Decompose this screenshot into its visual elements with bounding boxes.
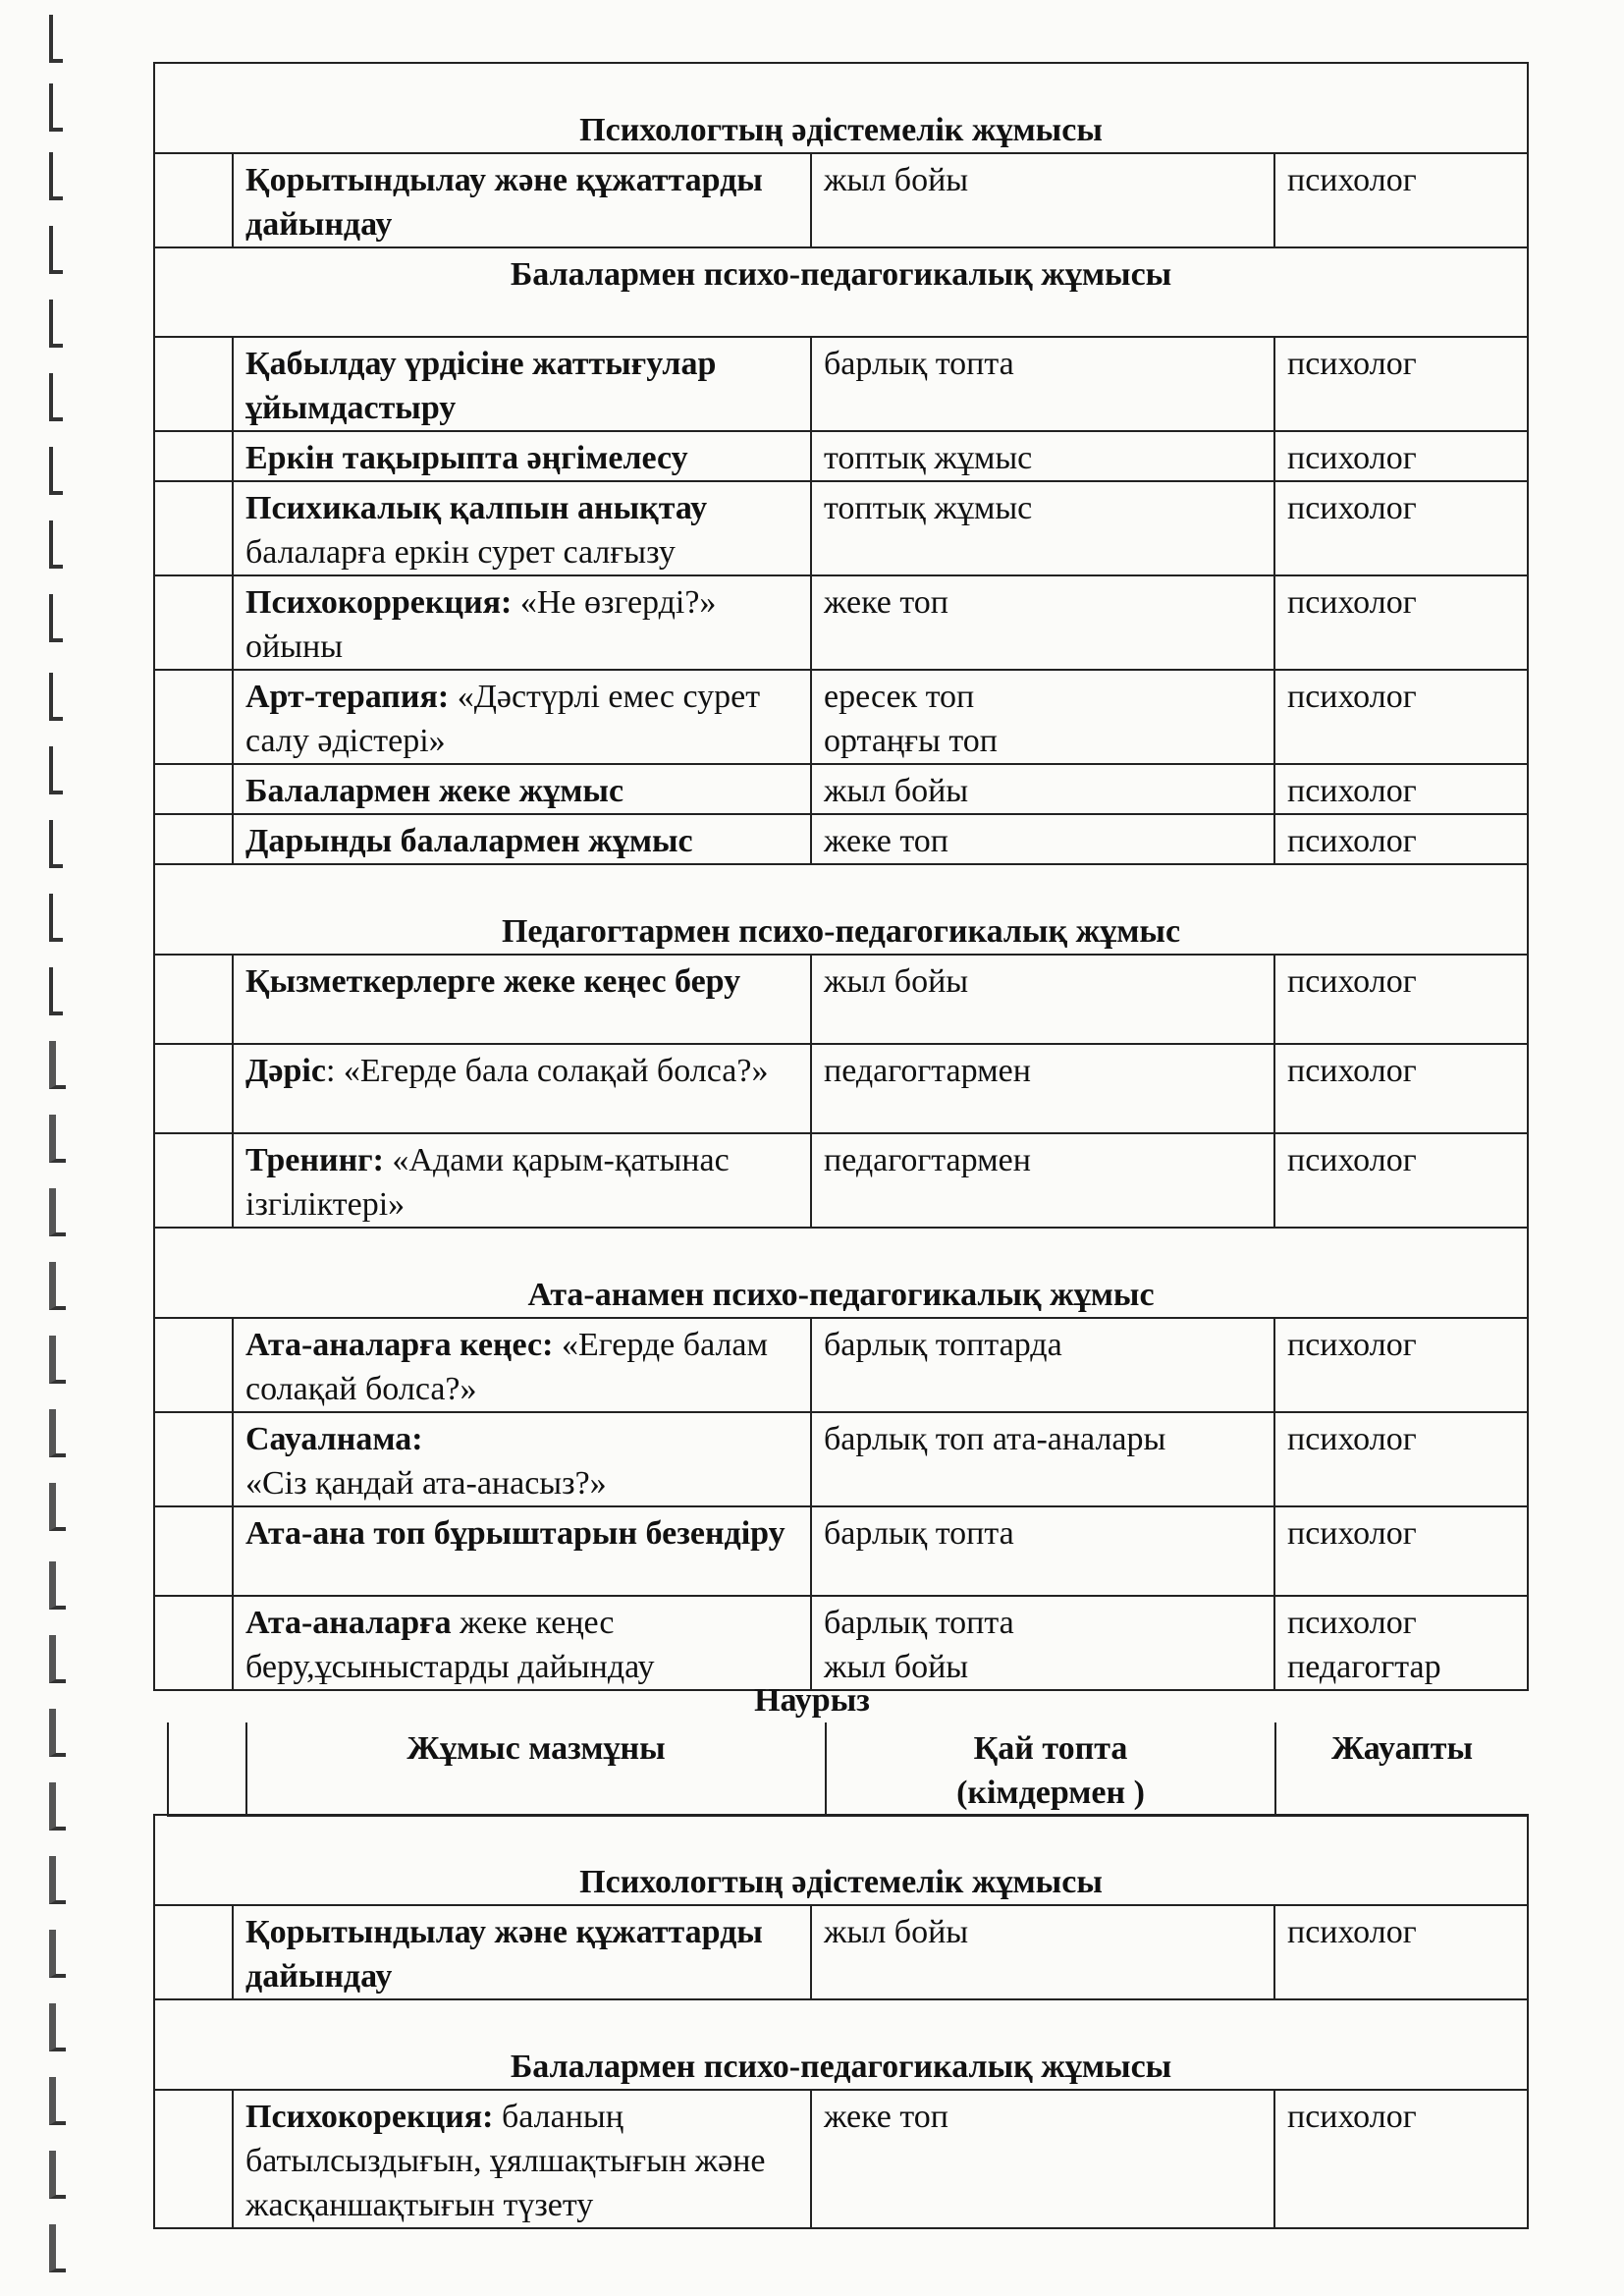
row-content-bold: Сауалнама: — [245, 1421, 423, 1457]
section-title: Психологтың әдістемелік жұмысы — [154, 1815, 1528, 1905]
row-responsible: психолог — [1274, 670, 1528, 764]
table-row — [154, 1412, 1528, 1506]
row-group: топтық жұмыс — [811, 481, 1274, 575]
table-row — [154, 431, 1528, 481]
table-row — [154, 955, 1528, 1044]
row-group: барлық топта — [824, 1605, 1014, 1641]
row-content-text: «Не өзгерді?» ойыны — [245, 584, 717, 665]
row-responsible: психолог — [1274, 1412, 1528, 1506]
table-row — [154, 575, 1528, 670]
row-responsible: психолог — [1274, 955, 1528, 1044]
table-row — [154, 764, 1528, 814]
table-row — [154, 153, 1528, 247]
row-group: жеке топ — [811, 575, 1274, 670]
table-row — [154, 1506, 1528, 1596]
section-title: Ата-анамен психо-педагогикалық жұмыс — [154, 1228, 1528, 1318]
row-content: Дарынды балалармен жұмыс — [245, 823, 693, 859]
row-group: жыл бойы — [824, 1649, 969, 1685]
row-responsible: психолог — [1274, 1044, 1528, 1133]
row-content-text: «Адами қарым-қатынас ізгіліктері» — [245, 1142, 730, 1223]
section-title: Балалармен психо-педагогикалық жұмысы — [154, 247, 1528, 337]
row-content-bold: Ата-аналарға кеңес: — [245, 1327, 554, 1363]
row-group: жеке топ — [811, 2090, 1274, 2228]
month-title: Наурыз — [754, 1682, 870, 1719]
row-group: жыл бойы — [811, 1905, 1274, 1999]
row-responsible: педагогтар — [1287, 1649, 1441, 1685]
row-responsible: психолог — [1274, 1133, 1528, 1228]
header-row — [168, 1722, 1528, 1816]
row-responsible: психолог — [1274, 2090, 1528, 2228]
header-responsible: Жауапты — [1275, 1722, 1528, 1816]
row-content: Қорытындылау және құжаттарды дайындау — [245, 162, 763, 243]
row-group: жыл бойы — [811, 764, 1274, 814]
row-content-bold: Арт-терапия: — [245, 679, 450, 715]
row-content: Қызметкерлерге жеке кеңес беру — [245, 963, 741, 1000]
plan-table-continued — [153, 62, 1529, 1691]
row-group: барлық топтарда — [811, 1318, 1274, 1412]
row-content-bold: Психокоррекция: — [245, 584, 513, 621]
section-title: Педагогтармен психо-педагогикалық жұмыс — [154, 864, 1528, 955]
row-group: жыл бойы — [811, 153, 1274, 247]
section-title: Балалармен психо-педагогикалық жұмысы — [154, 1999, 1528, 2090]
table-row — [154, 2090, 1528, 2228]
row-content: Балалармен жеке жұмыс — [245, 773, 624, 809]
table-row — [154, 1596, 1528, 1690]
row-group: барлық топта — [811, 337, 1274, 431]
row-responsible: психолог — [1274, 1318, 1528, 1412]
row-responsible: психолог — [1274, 481, 1528, 575]
row-content-bold: Психокорекция: — [245, 2099, 494, 2135]
row-content-text: : «Егерде бала солақай болса?» — [325, 1053, 769, 1089]
row-content: Ата-ана топ бұрыштарын безендіру — [245, 1515, 785, 1552]
table-row — [154, 670, 1528, 764]
row-content-text: жеке кеңес беру,ұсыныстарды дайындау — [245, 1605, 655, 1685]
row-content-bold: Ата-аналарға — [245, 1605, 452, 1641]
table-row — [154, 814, 1528, 864]
section-title: Психологтың әдістемелік жұмысы — [154, 63, 1528, 153]
row-responsible: психолог — [1274, 575, 1528, 670]
row-content-text: балаларға еркін сурет салғызу — [245, 534, 676, 571]
month-header-table — [167, 1722, 1528, 1817]
row-group: жыл бойы — [811, 955, 1274, 1044]
row-responsible: психолог — [1274, 1506, 1528, 1596]
row-responsible: психолог — [1287, 1605, 1417, 1641]
row-group: ересек топ — [824, 679, 975, 715]
row-content-text: баланың батылсыздығын, ұялшақтығын және жасқаншақтығын түзету — [245, 2099, 766, 2223]
row-group: барлық топ ата-аналары — [811, 1412, 1274, 1506]
row-content: Еркін тақырыпта әңгімелесу — [245, 440, 688, 476]
header-content: Жұмыс мазмұны — [246, 1722, 826, 1816]
row-content-bold: Психикалық қалпын анықтау — [245, 490, 708, 526]
row-content-text: «Дәстүрлі емес сурет салу әдістері» — [245, 679, 761, 759]
table-row — [154, 481, 1528, 575]
table-row — [154, 1044, 1528, 1133]
row-group: топтық жұмыс — [811, 431, 1274, 481]
table-row — [154, 1318, 1528, 1412]
row-content-bold: Тренинг: — [245, 1142, 384, 1178]
row-responsible: психолог — [1274, 814, 1528, 864]
row-content: Қабылдау үрдісіне жаттығулар ұйымдастыру — [245, 346, 717, 426]
row-group: барлық топта — [811, 1506, 1274, 1596]
row-responsible: психолог — [1274, 337, 1528, 431]
row-responsible: психолог — [1274, 431, 1528, 481]
row-content: Қорытындылау және құжаттарды дайындау — [245, 1914, 763, 1995]
table-row — [154, 337, 1528, 431]
row-content-bold: Дәріс — [245, 1053, 326, 1089]
plan-table-march — [153, 1814, 1529, 2229]
row-content-text: «Егерде балам солақай болса?» — [245, 1327, 769, 1407]
row-group: педагогтармен — [811, 1044, 1274, 1133]
binding-marks — [0, 0, 88, 2296]
row-group: ортаңғы топ — [824, 723, 999, 759]
row-group: педагогтармен — [811, 1133, 1274, 1228]
row-group: жеке топ — [811, 814, 1274, 864]
header-group: Қай топта — [973, 1730, 1128, 1767]
row-content-text: «Сіз қандай ата-анасыз?» — [245, 1465, 607, 1502]
row-responsible: психолог — [1274, 764, 1528, 814]
header-group-sub: (кімдермен ) — [956, 1775, 1145, 1811]
row-responsible: психолог — [1274, 153, 1528, 247]
table-row — [154, 1133, 1528, 1228]
row-responsible: психолог — [1274, 1905, 1528, 1999]
table-row — [154, 1905, 1528, 1999]
